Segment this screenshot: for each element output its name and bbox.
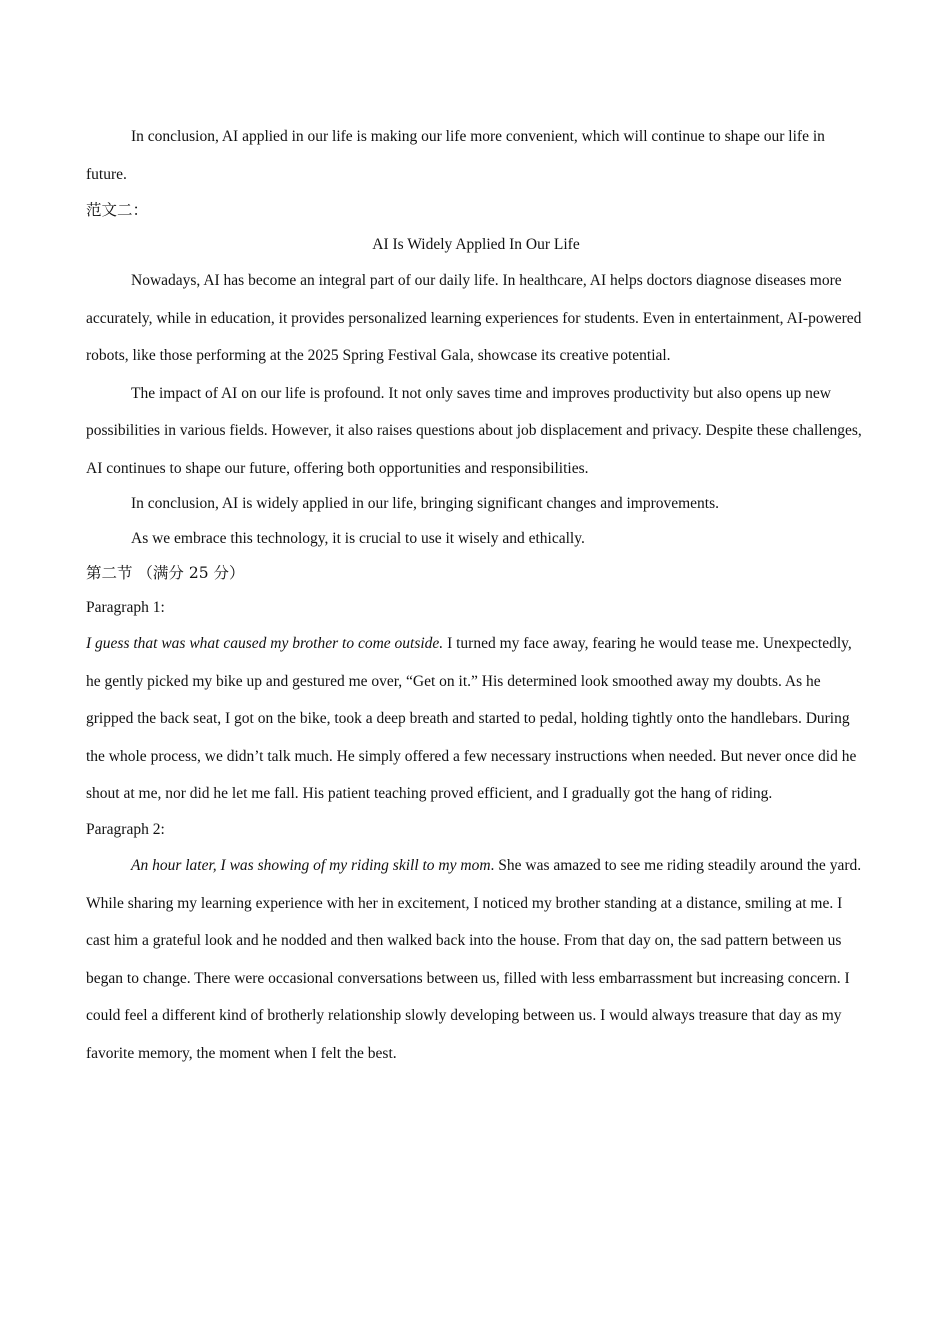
essay-2-paragraph-3: In conclusion, AI is widely applied in our life, bringing significant changes and improvements.	[131, 495, 720, 512]
paragraph-2-label: Paragraph 2:	[86, 820, 165, 838]
document-page	[86, 118, 866, 1072]
paragraph-1-opening-sentence: I guess that was what caused my brother to come outside.	[86, 635, 444, 652]
paragraph-1-continuation: I turned my face away, fearing he would tease me. Unexpectedly, he gently picked my bike up and gestured me over, “Get on it.” His determined look smoothed away my doubts. As he gripped the back seat, I got on the bike, took a deep breath and started to pedal, holding tightly onto the handlebars. During the whole process, we didn’t talk much. He simply offered a few necessary instructions when needed. But never once did he shout at me, nor did he let me fall. His patient teaching proved efficient, and I gradually got the hang of riding.	[86, 635, 857, 802]
paragraph-2-body	[86, 847, 866, 1072]
essay-2-paragraph-2: The impact of AI on our life is profound. It not only saves time and improves productivity but also opens up new possibilities in various fields. However, it also raises questions about job displacement and privacy. Despite these challenges, AI continues to shape our future, offering both opportunities and responsibilities.	[86, 384, 862, 477]
paragraph-2-continuation: . She was amazed to see me riding steadily around the yard. While sharing my learning experience with her in excitement, I noticed my brother standing at a distance, smiling at me. I cast him a grateful look and he nodded and then walked back into the house. From that day on, the sad pattern between us began to change. There were occasional conversations between us, filled with less embarrassment but increasing concern. I could feel a different kind of brotherly relationship slowly developing between us. I would always treasure that day as my favorite memory, the moment when I felt the best.	[86, 857, 862, 1062]
essay-2-title: AI Is Widely Applied In Our Life	[372, 235, 580, 253]
section-2-heading: 第二节 （满分 25 分）	[86, 564, 245, 582]
sample-essay-2-label: 范文二：	[86, 201, 149, 219]
paragraph-2-opening-sentence: An hour later, I was showing of my riding skill to my mom	[131, 857, 491, 874]
essay-2-paragraph-4: As we embrace this technology, it is crucial to use it wisely and ethically.	[131, 529, 585, 547]
paragraph-1-label: Paragraph 1:	[86, 598, 165, 616]
conclusion-paragraph-essay1: In conclusion, AI applied in our life is making our life more convenient, which will continue to shape our life in future.	[86, 128, 825, 183]
paragraph-1-body	[86, 625, 866, 813]
essay-2-paragraph-1: Nowadays, AI has become an integral part of our daily life. In healthcare, AI helps doctors diagnose diseases more accurately, while in education, it provides personalized learning experiences for students. Even in entertainment, AI-powered robots, like those performing at the 2025 Spring Festival Gala, showcase its creative potential.	[86, 272, 862, 364]
